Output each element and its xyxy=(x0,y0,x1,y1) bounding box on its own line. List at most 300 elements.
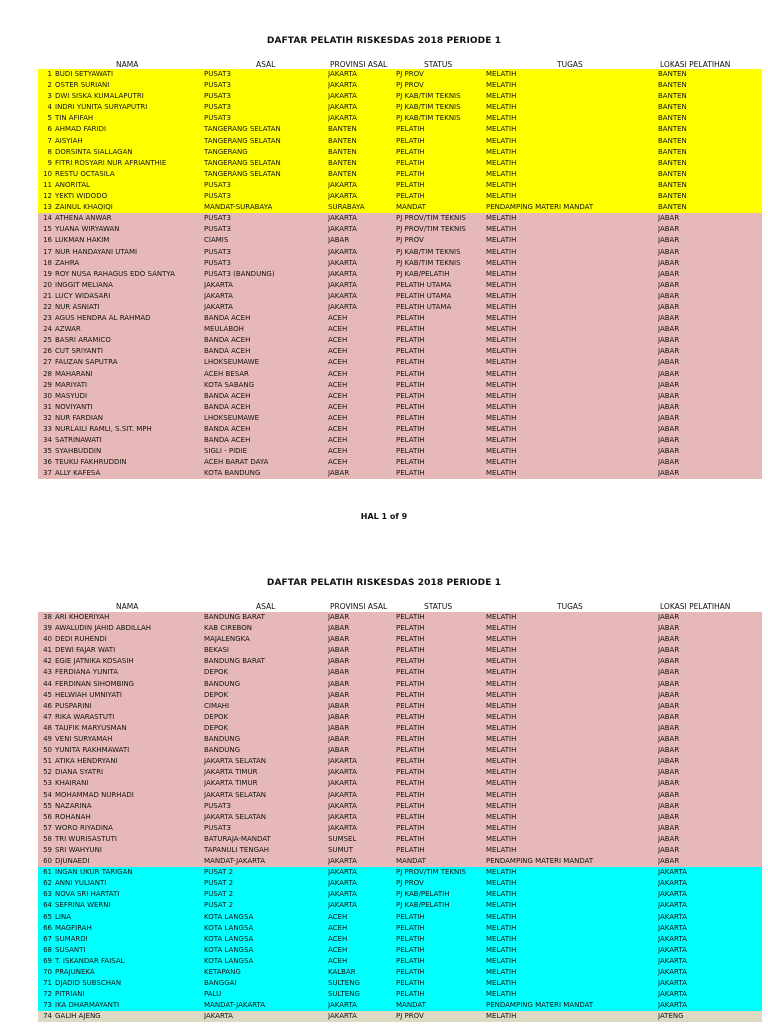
cell-provinsi: ACEH xyxy=(328,358,348,367)
header-provinsi: PROVINSI ASAL xyxy=(330,602,388,611)
table-row xyxy=(38,945,762,956)
cell-provinsi: JAKARTA xyxy=(328,70,357,78)
cell-tugas: MELATIH xyxy=(486,613,517,621)
cell-tugas: MELATIH xyxy=(486,657,517,666)
cell-lokasi: JABAR xyxy=(658,613,680,621)
cell-provinsi: JAKARTA xyxy=(328,790,357,799)
cell-lokasi: JABAR xyxy=(658,723,680,732)
cell-provinsi: SURABAYA xyxy=(328,203,365,212)
cell-tugas: MELATIH xyxy=(486,879,517,888)
cell-asal: PALU xyxy=(204,990,222,999)
cell-lokasi: JAKARTA xyxy=(658,890,687,899)
cell-provinsi: JAKARTA xyxy=(328,214,357,223)
cell-nama: SYAHBUDDIN xyxy=(55,447,102,456)
cell-status: MANDAT xyxy=(396,857,426,866)
cell-status: PELATIH xyxy=(396,990,425,999)
cell-asal: PUSAT3 xyxy=(204,247,231,256)
cell-status: PELATIH xyxy=(396,147,425,156)
cell-provinsi: JAKARTA xyxy=(328,280,357,289)
cell-status: PELATIH xyxy=(396,646,425,655)
row-number: 58 xyxy=(43,834,52,843)
row-number: 53 xyxy=(43,779,52,788)
cell-provinsi: ACEH xyxy=(328,945,348,954)
cell-tugas: MELATIH xyxy=(486,436,517,445)
cell-lokasi: JABAR xyxy=(658,746,680,755)
cell-provinsi: ACEH xyxy=(328,934,348,943)
header-lokasi: LOKASI PELATIHAN xyxy=(660,602,731,611)
cell-lokasi: JABAR xyxy=(658,812,680,821)
row-number: 27 xyxy=(43,358,52,367)
cell-provinsi: JABAR xyxy=(328,679,350,688)
cell-asal: BANGGAI xyxy=(204,979,237,988)
cell-nama: OSTER SURIANI xyxy=(55,81,110,90)
cell-status: PJ KAB/PELATIH xyxy=(396,890,450,899)
cell-lokasi: JABAR xyxy=(658,369,680,378)
cell-status: PJ PROV xyxy=(396,1012,424,1021)
cell-lokasi: JAKARTA xyxy=(658,868,687,877)
table-row xyxy=(38,446,762,457)
cell-asal: JAKARTA xyxy=(204,291,233,300)
cell-asal: DEPOK xyxy=(204,690,229,699)
table-row xyxy=(38,91,762,102)
cell-nama: AWALUDIN JAHID ABDILLAH xyxy=(55,624,152,633)
cell-status: PELATIH xyxy=(396,336,425,345)
row-number: 68 xyxy=(43,945,52,954)
cell-provinsi: JAKARTA xyxy=(328,868,357,877)
cell-provinsi: JABAR xyxy=(328,469,350,478)
cell-provinsi: JABAR xyxy=(328,624,350,633)
row-number: 41 xyxy=(43,646,52,655)
cell-lokasi: BANTEN xyxy=(658,92,687,101)
cell-lokasi: JABAR xyxy=(658,280,680,289)
cell-asal: KOTA LANGSA xyxy=(204,923,254,932)
cell-nama: VENI SURYAMAH xyxy=(55,735,113,744)
cell-status: PELATIH xyxy=(396,679,425,688)
cell-asal: LHOKSEUMAWE xyxy=(204,358,260,367)
cell-lokasi: JABAR xyxy=(658,801,680,810)
cell-status: PELATIH xyxy=(396,436,425,445)
table-row xyxy=(38,645,762,656)
row-number: 8 xyxy=(47,147,52,156)
row-number: 11 xyxy=(43,180,52,189)
cell-nama: IKA DHARMAYANTI xyxy=(55,1001,120,1010)
cell-tugas: MELATIH xyxy=(486,314,517,323)
cell-provinsi: JAKARTA xyxy=(328,225,357,234)
cell-tugas: MELATIH xyxy=(486,868,517,877)
cell-asal: TAPANULI TENGAH xyxy=(204,845,270,854)
cell-nama: AHMAD FARIDI xyxy=(55,125,107,134)
cell-lokasi: JABAR xyxy=(658,291,680,300)
cell-nama: ATIKA HENDRYANI xyxy=(55,757,118,766)
cell-nama: YUANA WIRYAWAN xyxy=(55,225,120,234)
row-number: 18 xyxy=(43,258,52,267)
cell-nama: RIKA WARASTUTI xyxy=(55,712,115,721)
cell-asal: BANDUNG xyxy=(204,735,241,744)
cell-status: PELATIH xyxy=(396,380,425,389)
cell-nama: LUKMAN HAKIM xyxy=(55,236,110,245)
cell-asal: CIAMIS xyxy=(204,236,229,245)
row-number: 30 xyxy=(43,391,52,400)
row-number: 22 xyxy=(43,302,52,311)
cell-status: PELATIH xyxy=(396,834,425,843)
cell-tugas: MELATIH xyxy=(486,746,517,755)
cell-tugas: MELATIH xyxy=(486,447,517,456)
table-row xyxy=(38,80,762,91)
cell-provinsi: ACEH xyxy=(328,325,348,334)
row-number: 74 xyxy=(43,1012,52,1021)
cell-nama: NAZARINA xyxy=(55,801,92,810)
cell-asal: BANDA ACEH xyxy=(204,391,251,400)
cell-asal: PUSAT3 xyxy=(204,225,231,234)
cell-provinsi: JAKARTA xyxy=(328,269,357,278)
table-row xyxy=(38,291,762,302)
row-number: 32 xyxy=(43,413,52,422)
cell-provinsi: JAKARTA xyxy=(328,890,357,899)
table-row xyxy=(38,723,762,734)
row-number: 56 xyxy=(43,812,52,821)
cell-status: PELATIH xyxy=(396,624,425,633)
table-row xyxy=(38,191,762,202)
cell-lokasi: JABAR xyxy=(658,402,680,411)
cell-lokasi: JABAR xyxy=(658,225,680,234)
cell-asal: MANDAT-SURABAYA xyxy=(204,203,273,212)
cell-tugas: MELATIH xyxy=(486,901,517,910)
table-row xyxy=(38,180,762,191)
row-number: 73 xyxy=(43,1001,52,1010)
cell-tugas: MELATIH xyxy=(486,81,517,90)
header-lokasi: LOKASI PELATIHAN xyxy=(660,60,731,69)
row-number: 43 xyxy=(43,668,52,677)
cell-asal: BANDUNG xyxy=(204,746,241,755)
row-number: 63 xyxy=(43,890,52,899)
cell-status: PJ PROV xyxy=(396,81,424,90)
cell-nama: DEWI FAJAR WATI xyxy=(55,646,116,655)
table-row xyxy=(38,656,762,667)
table-row xyxy=(38,712,762,723)
cell-asal: BANDUNG BARAT xyxy=(204,613,265,621)
cell-provinsi: JABAR xyxy=(328,735,350,744)
cell-lokasi: JAKARTA xyxy=(658,912,687,921)
cell-nama: PUSPARINI xyxy=(55,701,92,710)
cell-asal: BANDA ACEH xyxy=(204,314,251,323)
table-row xyxy=(38,823,762,834)
cell-provinsi: JABAR xyxy=(328,746,350,755)
cell-asal: SIGLI - PIDIE xyxy=(204,447,248,456)
cell-provinsi: ACEH xyxy=(328,436,348,445)
row-number: 29 xyxy=(43,380,52,389)
table-row xyxy=(38,812,762,823)
cell-tugas: MELATIH xyxy=(486,402,517,411)
cell-status: PELATIH xyxy=(396,812,425,821)
cell-nama: TEUKU FAKHRUDDIN xyxy=(55,458,127,467)
cell-tugas: MELATIH xyxy=(486,325,517,334)
cell-provinsi: ACEH xyxy=(328,347,348,356)
row-number: 44 xyxy=(43,679,52,688)
cell-tugas: MELATIH xyxy=(486,912,517,921)
cell-tugas: MELATIH xyxy=(486,712,517,721)
table-row xyxy=(38,1011,762,1022)
cell-nama: ANNI YULIANTI xyxy=(55,879,107,888)
cell-asal: KOTA LANGSA xyxy=(204,934,254,943)
table-row xyxy=(38,324,762,335)
cell-asal: PUSAT3 xyxy=(204,801,231,810)
cell-nama: DIANA SYATRI xyxy=(55,768,104,777)
cell-status: PELATIH UTAMA xyxy=(396,291,452,300)
row-number: 69 xyxy=(43,956,52,965)
cell-provinsi: ACEH xyxy=(328,314,348,323)
table-row xyxy=(38,756,762,767)
cell-asal: JAKARTA TIMUR xyxy=(204,779,258,788)
cell-provinsi: ACEH xyxy=(328,402,348,411)
cell-tugas: MELATIH xyxy=(486,790,517,799)
cell-tugas: MELATIH xyxy=(486,158,517,167)
cell-asal: ACEH BARAT DAYA xyxy=(204,458,269,467)
cell-status: PELATIH xyxy=(396,192,425,201)
cell-tugas: MELATIH xyxy=(486,646,517,655)
cell-status: PELATIH xyxy=(396,712,425,721)
cell-tugas: MELATIH xyxy=(486,103,517,112)
row-number: 48 xyxy=(43,723,52,732)
cell-status: MANDAT xyxy=(396,203,426,212)
cell-provinsi: BANTEN xyxy=(328,147,357,156)
cell-status: PELATIH xyxy=(396,402,425,411)
cell-provinsi: ACEH xyxy=(328,912,348,921)
cell-nama: ANORITAL xyxy=(55,180,90,189)
cell-status: PELATIH xyxy=(396,314,425,323)
cell-status: PELATIH xyxy=(396,169,425,178)
cell-tugas: MELATIH xyxy=(486,624,517,633)
cell-lokasi: JABAR xyxy=(658,635,680,644)
cell-nama: MAHARANI xyxy=(55,369,93,378)
cell-asal: JAKARTA SELATAN xyxy=(204,790,267,799)
cell-lokasi: JATENG xyxy=(658,1012,684,1021)
cell-status: PELATIH xyxy=(396,391,425,400)
cell-tugas: MELATIH xyxy=(486,668,517,677)
row-number: 39 xyxy=(43,624,52,633)
cell-tugas: MELATIH xyxy=(486,391,517,400)
cell-asal: PUSAT 2 xyxy=(204,901,234,910)
cell-nama: AZWAR xyxy=(55,325,81,334)
header-provinsi: PROVINSI ASAL xyxy=(330,60,388,69)
cell-status: PELATIH xyxy=(396,325,425,334)
cell-tugas: MELATIH xyxy=(486,834,517,843)
table-row xyxy=(38,202,762,213)
table-row xyxy=(38,247,762,258)
cell-nama: SRI WAHYUNI xyxy=(55,845,102,854)
cell-provinsi: JABAR xyxy=(328,723,350,732)
cell-status: PELATIH xyxy=(396,413,425,422)
cell-provinsi: SUMSEL xyxy=(328,834,357,843)
row-number: 59 xyxy=(43,845,52,854)
cell-status: MANDAT xyxy=(396,1001,426,1010)
row-number: 50 xyxy=(43,746,52,755)
cell-provinsi: JAKARTA xyxy=(328,247,357,256)
cell-status: PJ KAB/PELATIH xyxy=(396,269,450,278)
cell-nama: DWI SISKA KUMALAPUTRI xyxy=(55,92,144,101)
cell-status: PELATIH xyxy=(396,968,425,976)
row-number: 6 xyxy=(47,125,52,134)
cell-status: PELATIH xyxy=(396,369,425,378)
cell-lokasi: JABAR xyxy=(658,302,680,311)
cell-status: PJ KAB/TIM TEKNIS xyxy=(396,258,461,267)
cell-tugas: MELATIH xyxy=(486,945,517,954)
cell-provinsi: JAKARTA xyxy=(328,192,357,201)
cell-status: PELATIH xyxy=(396,735,425,744)
cell-status: PELATIH xyxy=(396,912,425,921)
cell-provinsi: JABAR xyxy=(328,657,350,666)
header-tugas: TUGAS xyxy=(557,60,583,69)
cell-nama: ARI KHOERIYAH xyxy=(55,613,110,621)
cell-tugas: PENDAMPING MATERI MANDAT xyxy=(486,857,594,866)
cell-nama: AGUS HENDRA AL RAHMAD xyxy=(55,314,151,323)
cell-nama: NUR FARDIAN xyxy=(55,413,103,422)
cell-tugas: MELATIH xyxy=(486,125,517,134)
cell-lokasi: BANTEN xyxy=(658,158,687,167)
cell-asal: BANDA ACEH xyxy=(204,402,251,411)
row-number: 9 xyxy=(47,158,52,167)
cell-provinsi: JABAR xyxy=(328,690,350,699)
cell-nama: FERDINAN SIHOMBING xyxy=(55,679,135,688)
table-row xyxy=(38,391,762,402)
cell-provinsi: BANTEN xyxy=(328,125,357,134)
cell-status: PELATIH xyxy=(396,447,425,456)
cell-status: PELATIH xyxy=(396,613,425,621)
table-row xyxy=(38,634,762,645)
cell-asal: KAB CIREBON xyxy=(204,624,252,633)
cell-asal: KOTA LANGSA xyxy=(204,945,254,954)
cell-lokasi: JAKARTA xyxy=(658,945,687,954)
table-row xyxy=(38,124,762,135)
cell-status: PELATIH xyxy=(396,701,425,710)
cell-lokasi: JABAR xyxy=(658,757,680,766)
cell-nama: NUR ASNIATI xyxy=(55,302,100,311)
cell-tugas: MELATIH xyxy=(486,934,517,943)
table-row xyxy=(38,413,762,424)
cell-lokasi: JABAR xyxy=(658,845,680,854)
cell-asal: CIMAHI xyxy=(204,701,230,710)
cell-lokasi: BANTEN xyxy=(658,203,687,212)
cell-provinsi: JAKARTA xyxy=(328,757,357,766)
table-row xyxy=(38,801,762,812)
table-row xyxy=(38,158,762,169)
cell-tugas: MELATIH xyxy=(486,801,517,810)
cell-asal: DEPOK xyxy=(204,723,229,732)
cell-nama: TAUFIK MARYUSMAN xyxy=(55,723,127,732)
cell-lokasi: JAKARTA xyxy=(658,901,687,910)
row-number: 52 xyxy=(43,768,52,777)
row-number: 67 xyxy=(43,934,52,943)
table-row xyxy=(38,69,762,80)
cell-lokasi: JABAR xyxy=(658,269,680,278)
cell-status: PELATIH xyxy=(396,347,425,356)
cell-tugas: MELATIH xyxy=(486,358,517,367)
cell-lokasi: JABAR xyxy=(658,380,680,389)
cell-asal: JAKARTA TIMUR xyxy=(204,768,258,777)
cell-asal: JAKARTA SELATAN xyxy=(204,812,267,821)
row-number: 5 xyxy=(47,114,52,123)
header-nama: NAMA xyxy=(116,60,139,69)
cell-provinsi: JAKARTA xyxy=(328,1001,357,1010)
cell-lokasi: JAKARTA xyxy=(658,990,687,999)
cell-asal: TANGERANG SELATAN xyxy=(204,169,281,178)
row-number: 38 xyxy=(43,613,52,621)
cell-lokasi: JAKARTA xyxy=(658,979,687,988)
cell-nama: MARIYATI xyxy=(55,380,88,389)
cell-tugas: MELATIH xyxy=(486,812,517,821)
cell-nama: T. ISKANDAR FAISAL xyxy=(55,956,125,965)
page-title: DAFTAR PELATIH RISKESDAS 2018 PERIODE 1 xyxy=(266,578,502,588)
cell-status: PELATIH xyxy=(396,757,425,766)
cell-tugas: MELATIH xyxy=(486,291,517,300)
table-row xyxy=(38,767,762,778)
cell-status: PJ KAB/PELATIH xyxy=(396,901,450,910)
cell-tugas: MELATIH xyxy=(486,236,517,245)
cell-provinsi: JAKARTA xyxy=(328,823,357,832)
cell-provinsi: ACEH xyxy=(328,336,348,345)
cell-provinsi: JAKARTA xyxy=(328,779,357,788)
cell-asal: KOTA BANDUNG xyxy=(204,469,261,478)
row-number: 72 xyxy=(43,990,52,999)
cell-status: PJ PROV/TIM TEKNIS xyxy=(396,214,466,223)
cell-status: PELATIH xyxy=(396,657,425,666)
cell-status: PELATIH xyxy=(396,956,425,965)
cell-tugas: MELATIH xyxy=(486,968,517,976)
row-number: 61 xyxy=(43,868,52,877)
table-row xyxy=(38,102,762,113)
row-number: 4 xyxy=(47,103,52,112)
cell-provinsi: JAKARTA xyxy=(328,114,357,123)
row-number: 40 xyxy=(43,635,52,644)
cell-provinsi: JABAR xyxy=(328,646,350,655)
cell-status: PELATIH xyxy=(396,823,425,832)
cell-nama: WORO RIYADINA xyxy=(55,823,113,832)
cell-provinsi: BANTEN xyxy=(328,136,357,145)
cell-nama: LUCY WIDASARI xyxy=(55,291,111,300)
cell-asal: BEKASI xyxy=(204,646,229,655)
cell-lokasi: BANTEN xyxy=(658,70,687,78)
cell-nama: KHAIRANI xyxy=(55,779,89,788)
cell-lokasi: JABAR xyxy=(658,436,680,445)
cell-nama: SUSANTI xyxy=(55,945,86,954)
cell-nama: FITRI ROSYARI NUR AFRIANTHIE xyxy=(55,158,167,167)
cell-lokasi: JABAR xyxy=(658,413,680,422)
cell-status: PJ PROV xyxy=(396,236,424,245)
cell-provinsi: ACEH xyxy=(328,447,348,456)
cell-provinsi: JABAR xyxy=(328,613,350,621)
table-row xyxy=(38,967,762,978)
header-asal: ASAL xyxy=(256,602,276,611)
cell-provinsi: SUMUT xyxy=(328,845,354,854)
cell-status: PELATIH xyxy=(396,768,425,777)
header-status: STATUS xyxy=(424,60,453,69)
cell-provinsi: JABAR xyxy=(328,701,350,710)
row-number: 2 xyxy=(47,81,52,90)
table-row xyxy=(38,834,762,845)
cell-provinsi: JAKARTA xyxy=(328,857,357,866)
row-number: 46 xyxy=(43,701,52,710)
cell-tugas: MELATIH xyxy=(486,990,517,999)
cell-tugas: MELATIH xyxy=(486,180,517,189)
cell-status: PELATIH xyxy=(396,845,425,854)
table-row xyxy=(38,468,762,479)
row-number: 3 xyxy=(47,92,52,101)
cell-lokasi: JAKARTA xyxy=(658,934,687,943)
cell-provinsi: JAKARTA xyxy=(328,81,357,90)
row-number: 66 xyxy=(43,923,52,932)
table-row xyxy=(38,435,762,446)
cell-nama: NOVA SRI HARTATI xyxy=(55,890,120,899)
cell-provinsi: ACEH xyxy=(328,413,348,422)
